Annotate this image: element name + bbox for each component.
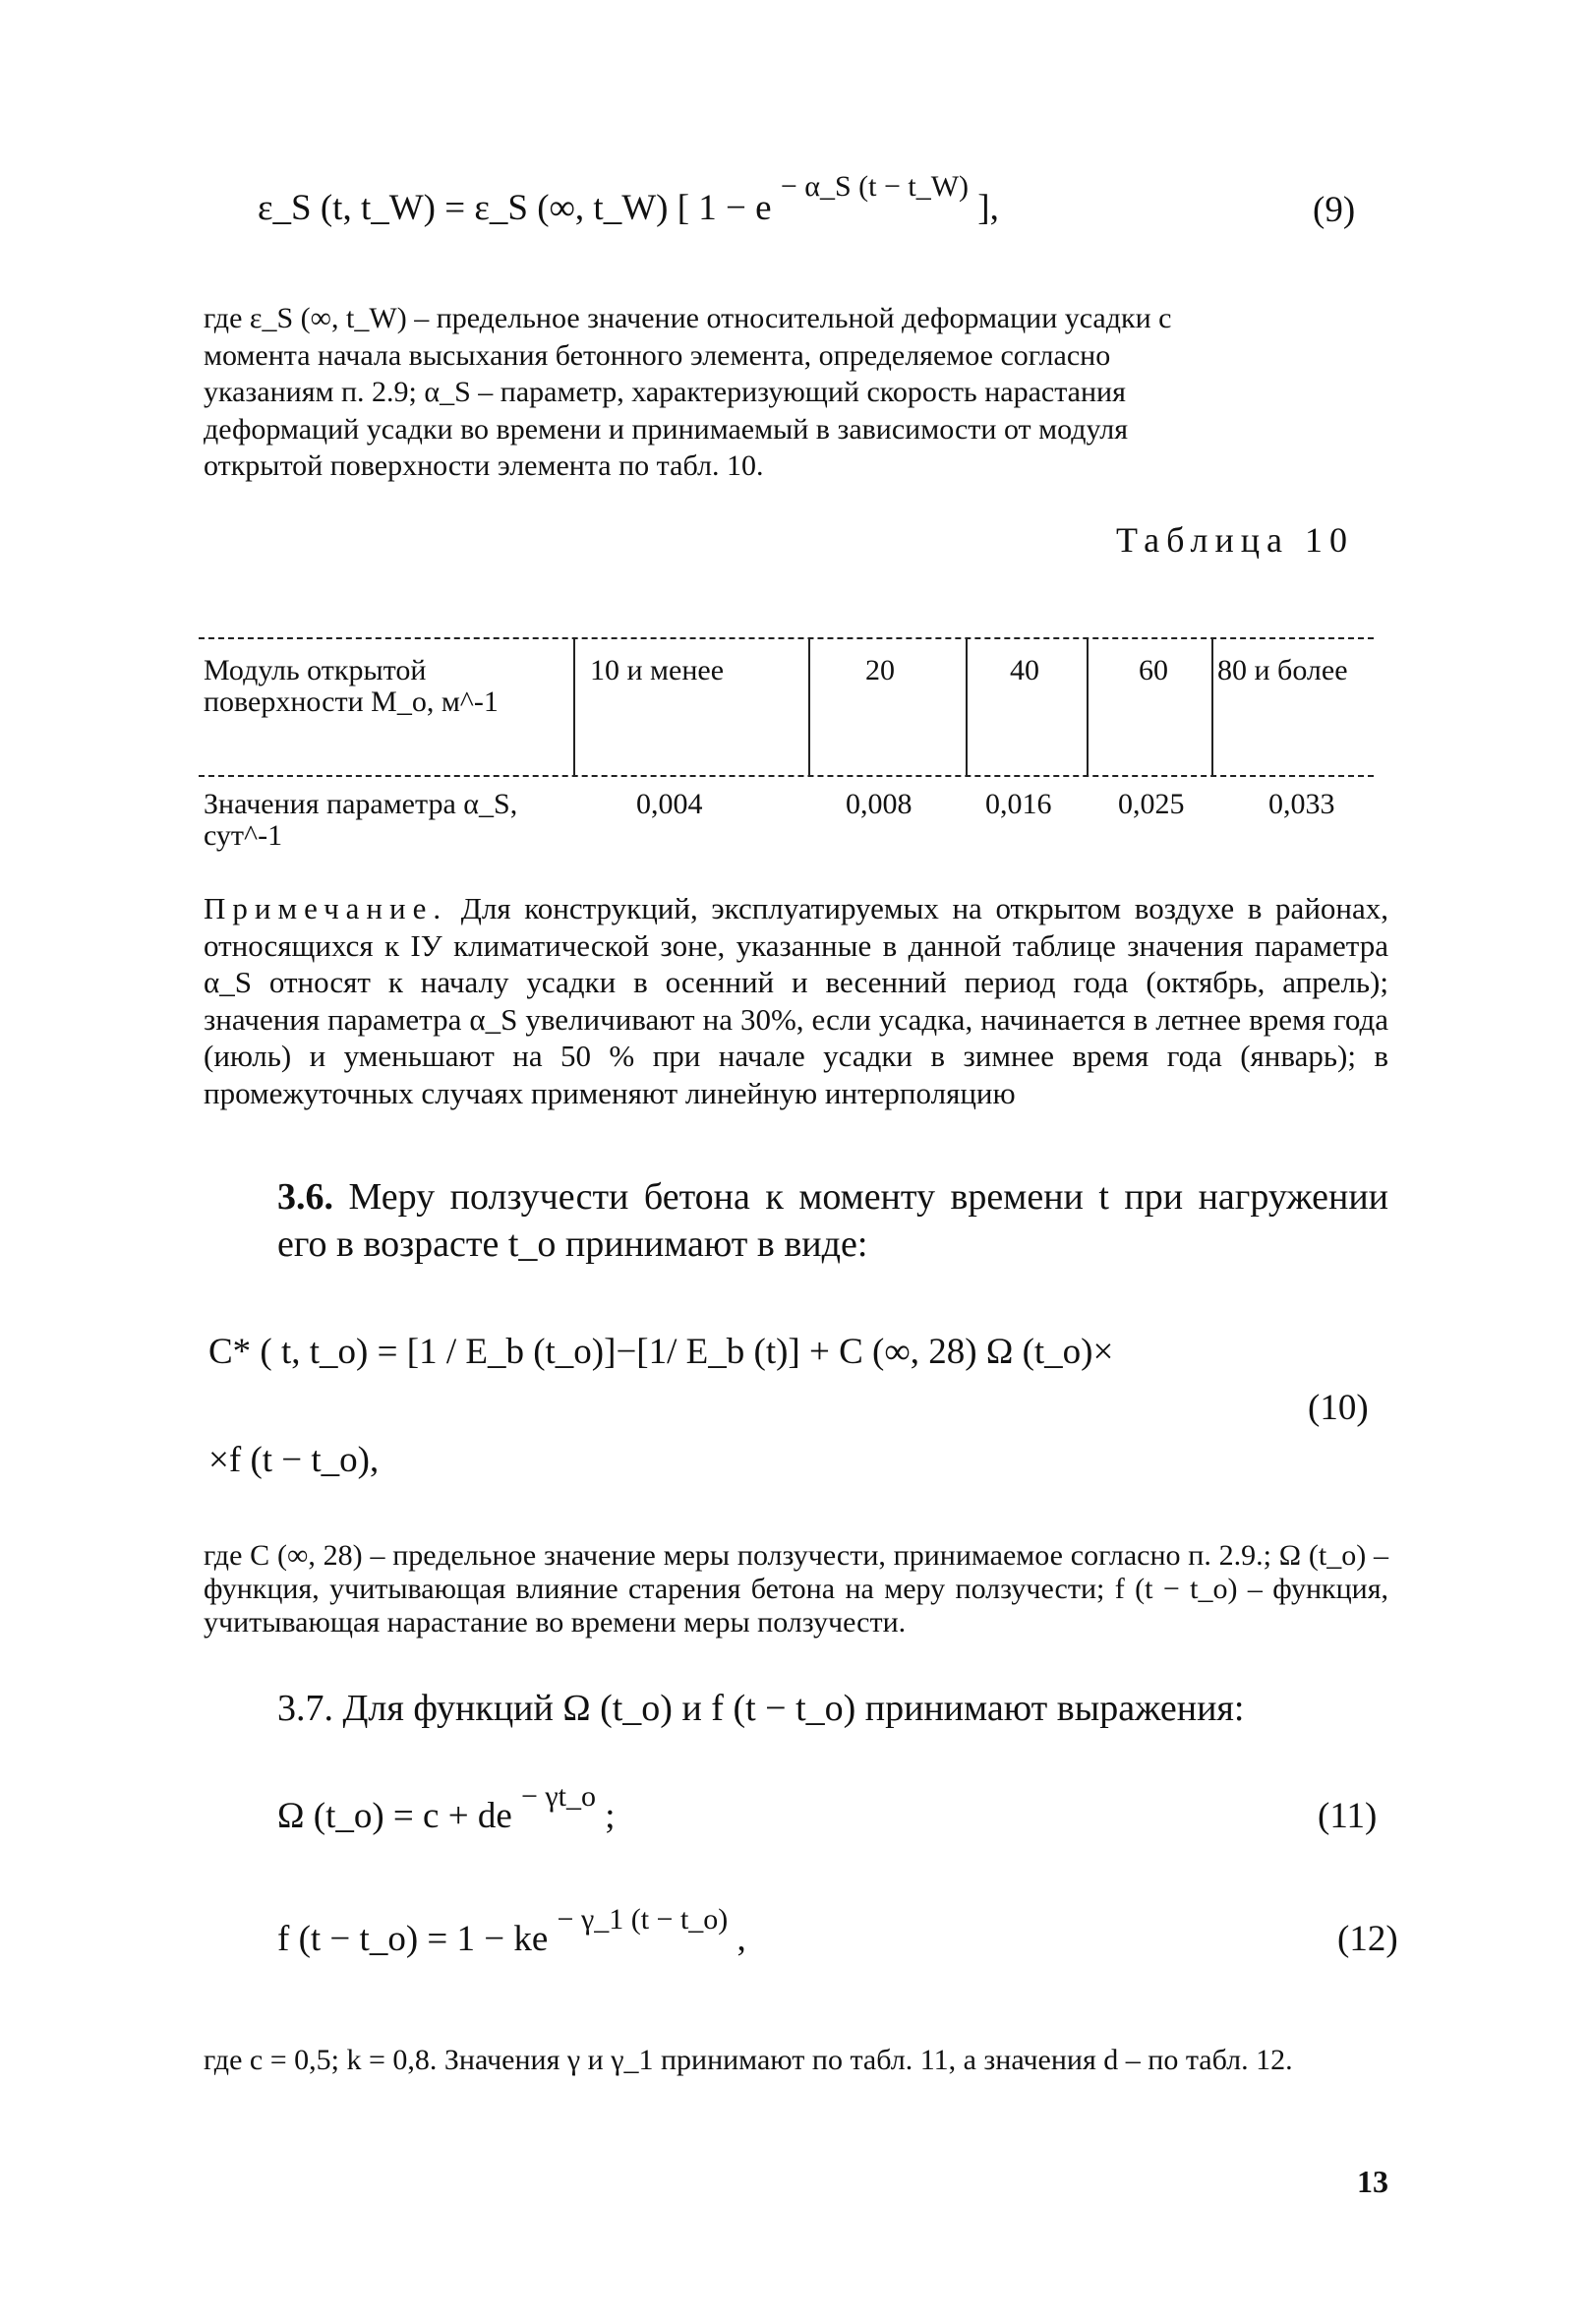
table-value-cell: 0,004: [636, 788, 703, 820]
table-note: [204, 890, 1388, 1111]
paragraph-line: деформаций усадки во времени и принимаемый в зависимости от модуля: [204, 412, 1128, 446]
table-title: Таблица 10: [1116, 520, 1354, 560]
table-header-cell: 10 и менее: [590, 654, 725, 686]
note-label: Примечание.: [204, 891, 448, 925]
paragraph-line: где ε_S (∞, t_W) – предельное значение относительной деформации усадки с: [204, 302, 1172, 334]
table-divider: [573, 637, 575, 775]
table-value-cell: 0,025: [1118, 788, 1185, 820]
section-3-6: [277, 1173, 1388, 1268]
equation-9-exponent: − α_S (t − t_W): [780, 170, 970, 203]
section-3-7: [277, 1685, 1398, 1732]
equation-12-formula: f (t − t_o) = 1 − ke: [277, 1919, 549, 1959]
table-divider: [808, 637, 810, 775]
equation-12: [277, 1903, 746, 1960]
table-header-cell: 20: [865, 654, 895, 686]
equation-10-line-2: ×f (t − t_o),: [208, 1440, 380, 1480]
equation-10-number: (10): [1308, 1388, 1369, 1428]
equation-11-number: (11): [1318, 1796, 1378, 1836]
section-text: Для функций Ω (t_o) и f (t − t_o) принимают выражения:: [342, 1688, 1245, 1729]
equation-9-number: (9): [1313, 190, 1356, 230]
equation-11: [277, 1780, 616, 1837]
table-value-cell: 0,008: [846, 788, 913, 820]
paragraph-shrinkage: [204, 300, 1388, 485]
table-header-label: Модуль открытой поверхности M_o, м^-1: [204, 654, 499, 718]
section-text: Меру ползучести бетона к моменту времени t при нагружении его в возрасте t_o принимают в виде:: [277, 1176, 1388, 1265]
table-mid-rule: [199, 775, 1374, 777]
table-header-cell: 80 и более: [1217, 654, 1348, 686]
section-number: 3.7.: [277, 1688, 333, 1729]
paragraph-constants: где c = 0,5; k = 0,8. Значения γ и γ_1 принимают по табл. 11, а значения d – по табл. 12.: [204, 2044, 1293, 2076]
page-number: 13: [1357, 2164, 1388, 2199]
equation-11-formula: Ω (t_o) = c + de: [277, 1796, 512, 1836]
table-divider: [966, 637, 968, 775]
equation-11-exponent: − γt_o: [521, 1780, 597, 1813]
paragraph-creep: где C (∞, 28) – предельное значение меры ползучести, принимаемое согласно п. 2.9.; Ω (t_o) – функция, учитывающая влияние старения бетона на меру ползучести; f (t − t_o) – функция, учитывающая нарастание во времени меры ползучести.: [204, 1539, 1388, 1639]
note-text: Для конструкций, эксплуатируемых на открытом воздухе в районах, относящихся к IУ климатической зоне, указанные в данной таблице значения параметра α_S относят к началу усадки в осенний и весенний период года (октябрь, апрель); значения параметра α_S увеличивают на 30%, если усадка, начинается в летнее время года (июль) и уменьшают на 50 % при начале усадки в зимнее время года (январь); в промежуточных случаях применяют линейную интерполяцию: [204, 891, 1389, 1110]
paragraph-line: момента начала высыхания бетонного элемента, определяемое согласно: [204, 338, 1111, 372]
paragraph-line: открытой поверхности элемента по табл. 10.: [204, 449, 764, 482]
equation-12-number: (12): [1337, 1919, 1398, 1959]
table-value-cell: 0,033: [1268, 788, 1335, 820]
paragraph-line: указаниям п. 2.9; α_S – параметр, характеризующий скорость нарастания: [204, 376, 1126, 408]
equation-12-exponent: − γ_1 (t − t_o): [557, 1903, 729, 1936]
table-divider: [1211, 637, 1213, 775]
equation-12-tail: ,: [736, 1919, 746, 1959]
equation-10-line-1: C* ( t, t_o) = [1 / E_b (t_o)]−[1/ E_b (t)] + C (∞, 28) Ω (t_o)×: [208, 1332, 1114, 1372]
table-header-cell: 60: [1139, 654, 1168, 686]
table-top-rule: [199, 637, 1374, 639]
table-value-cell: 0,016: [985, 788, 1052, 820]
section-number: 3.6.: [277, 1176, 333, 1218]
equation-9-tail: ],: [977, 188, 999, 228]
table-divider: [1087, 637, 1089, 775]
equation-11-tail: ;: [605, 1796, 616, 1836]
table-row-label: Значения параметра α_S, сут^-1: [204, 788, 518, 852]
table-header-cell: 40: [1010, 654, 1039, 686]
equation-9-formula: ε_S (t, t_W) = ε_S (∞, t_W) [ 1 − e: [258, 188, 772, 228]
